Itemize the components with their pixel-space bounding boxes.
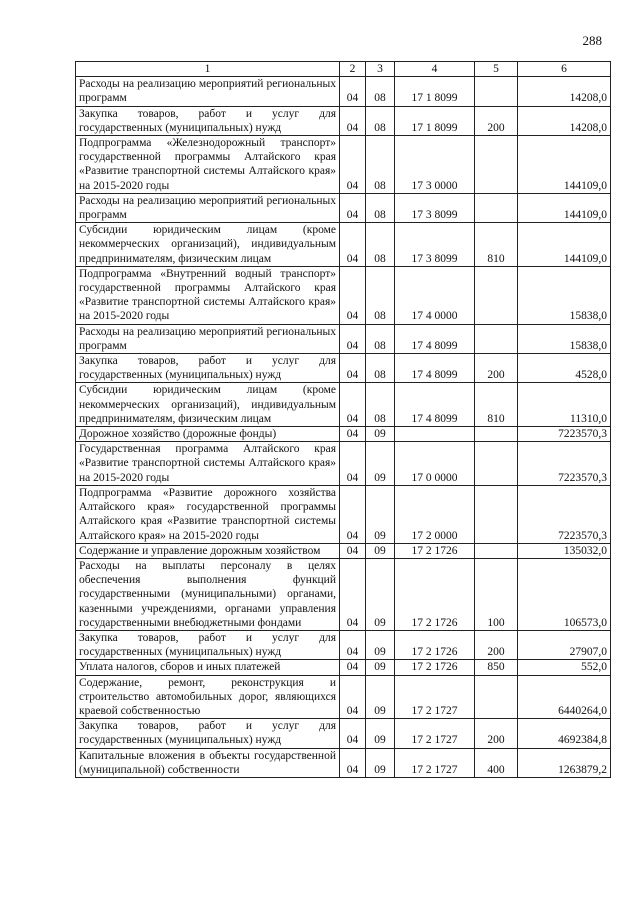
row-subsection-code: 08 [366,106,395,135]
row-amount: 4528,0 [518,354,611,383]
table-row [76,106,611,135]
row-expense-type-code [475,675,518,719]
row-amount: 1263879,2 [518,748,611,777]
row-description: Расходы на выплаты персоналу в целях обеспечения выполнения функций государственными (муниципальными) органами, казенными учреждениями, органами управления государственными внебюджетными фондами [76,558,340,630]
row-amount: 14208,0 [518,106,611,135]
row-description: Подпрограмма «Внутренний водный транспорт» государственной программы Алтайского края «Развитие транспортной системы Алтайского края» на 2015-2020 годы [76,266,340,324]
row-expense-type-code [475,77,518,106]
table-row [76,748,611,777]
row-section-code: 04 [340,383,366,427]
row-target-article-code: 17 2 1726 [395,543,475,558]
row-section-code: 04 [340,558,366,630]
row-description: Содержание и управление дорожным хозяйством [76,543,340,558]
table-row [76,136,611,194]
row-description: Уплата налогов, сборов и иных платежей [76,660,340,675]
budget-table [75,61,611,778]
row-subsection-code: 09 [366,748,395,777]
table-row [76,719,611,748]
table-row [76,266,611,324]
table-row [76,383,611,427]
row-target-article-code: 17 2 1726 [395,558,475,630]
row-subsection-code: 08 [366,324,395,353]
table-header-row [76,62,611,77]
row-target-article-code: 17 3 8099 [395,193,475,222]
row-section-code: 04 [340,485,366,543]
row-description: Дорожное хозяйство (дорожные фонды) [76,427,340,442]
row-amount: 6440264,0 [518,675,611,719]
row-description: Субсидии юридическим лицам (кроме некоммерческих организаций), индивидуальным предпринимателям, физическим лицам [76,223,340,267]
row-section-code: 04 [340,442,366,486]
table-row [76,427,611,442]
row-expense-type-code: 200 [475,106,518,135]
row-amount: 144109,0 [518,136,611,194]
row-subsection-code: 09 [366,719,395,748]
row-subsection-code: 09 [366,442,395,486]
row-subsection-code: 09 [366,485,395,543]
column-header: 5 [475,62,518,77]
row-section-code: 04 [340,77,366,106]
row-expense-type-code: 100 [475,558,518,630]
row-section-code: 04 [340,193,366,222]
row-amount: 552,0 [518,660,611,675]
row-target-article-code: 17 4 8099 [395,324,475,353]
row-amount: 135032,0 [518,543,611,558]
row-section-code: 04 [340,266,366,324]
row-expense-type-code [475,485,518,543]
row-description: Подпрограмма «Развитие дорожного хозяйства Алтайского края» государственной программы Алтайского края «Развитие транспортной системы Алтайского края» на 2015-2020 годы [76,485,340,543]
row-amount: 27907,0 [518,630,611,659]
row-amount: 7223570,3 [518,442,611,486]
row-description: Капитальные вложения в объекты государственной (муниципальной) собственности [76,748,340,777]
row-subsection-code: 09 [366,427,395,442]
row-description: Закупка товаров, работ и услуг для государственных (муниципальных) нужд [76,719,340,748]
row-amount: 106573,0 [518,558,611,630]
row-target-article-code: 17 3 0000 [395,136,475,194]
table-row [76,442,611,486]
row-target-article-code: 17 2 1727 [395,675,475,719]
row-section-code: 04 [340,223,366,267]
row-target-article-code: 17 0 0000 [395,442,475,486]
row-expense-type-code [475,543,518,558]
row-expense-type-code: 200 [475,354,518,383]
row-expense-type-code: 850 [475,660,518,675]
row-amount: 15838,0 [518,266,611,324]
row-subsection-code: 08 [366,266,395,324]
row-target-article-code [395,427,475,442]
row-expense-type-code [475,193,518,222]
row-section-code: 04 [340,136,366,194]
table-row [76,558,611,630]
row-amount: 14208,0 [518,77,611,106]
row-subsection-code: 08 [366,223,395,267]
row-description: Содержание, ремонт, реконструкция и строительство автомобильных дорог, являющихся краевой собственностью [76,675,340,719]
row-section-code: 04 [340,543,366,558]
row-amount: 4692384,8 [518,719,611,748]
table-row [76,485,611,543]
row-amount: 144109,0 [518,193,611,222]
row-description: Расходы на реализацию мероприятий региональных программ [76,77,340,106]
row-description: Расходы на реализацию мероприятий региональных программ [76,324,340,353]
table-row [76,324,611,353]
row-description: Государственная программа Алтайского края «Развитие транспортной системы Алтайского края» на 2015-2020 годы [76,442,340,486]
row-expense-type-code: 200 [475,630,518,659]
row-expense-type-code: 400 [475,748,518,777]
row-target-article-code: 17 1 8099 [395,106,475,135]
column-header: 3 [366,62,395,77]
row-description: Закупка товаров, работ и услуг для государственных (муниципальных) нужд [76,630,340,659]
row-section-code: 04 [340,748,366,777]
row-target-article-code: 17 4 8099 [395,354,475,383]
table-row [76,354,611,383]
row-target-article-code: 17 2 1726 [395,630,475,659]
row-section-code: 04 [340,719,366,748]
row-expense-type-code: 810 [475,223,518,267]
row-description: Расходы на реализацию мероприятий региональных программ [76,193,340,222]
row-target-article-code: 17 2 1727 [395,719,475,748]
row-expense-type-code [475,427,518,442]
column-header: 6 [518,62,611,77]
row-amount: 7223570,3 [518,485,611,543]
row-amount: 15838,0 [518,324,611,353]
row-subsection-code: 08 [366,136,395,194]
row-target-article-code: 17 4 8099 [395,383,475,427]
column-header: 4 [395,62,475,77]
row-subsection-code: 09 [366,660,395,675]
row-target-article-code: 17 2 1727 [395,748,475,777]
row-section-code: 04 [340,106,366,135]
row-description: Субсидии юридическим лицам (кроме некоммерческих организаций), индивидуальным предпринимателям, физическим лицам [76,383,340,427]
column-header: 2 [340,62,366,77]
row-expense-type-code [475,136,518,194]
row-section-code: 04 [340,354,366,383]
column-header: 1 [76,62,340,77]
row-section-code: 04 [340,660,366,675]
row-expense-type-code [475,442,518,486]
row-subsection-code: 09 [366,630,395,659]
row-description: Закупка товаров, работ и услуг для государственных (муниципальных) нужд [76,354,340,383]
row-expense-type-code: 200 [475,719,518,748]
row-expense-type-code: 810 [475,383,518,427]
row-section-code: 04 [340,427,366,442]
row-subsection-code: 09 [366,543,395,558]
row-amount: 7223570,3 [518,427,611,442]
row-amount: 144109,0 [518,223,611,267]
row-target-article-code: 17 3 8099 [395,223,475,267]
row-target-article-code: 17 1 8099 [395,77,475,106]
row-description: Закупка товаров, работ и услуг для государственных (муниципальных) нужд [76,106,340,135]
row-expense-type-code [475,266,518,324]
row-section-code: 04 [340,630,366,659]
row-expense-type-code [475,324,518,353]
row-subsection-code: 09 [366,675,395,719]
table-row [76,77,611,106]
row-description: Подпрограмма «Железнодорожный транспорт» государственной программы Алтайского края «Развитие транспортной системы Алтайского края» на 2015-2020 годы [76,136,340,194]
table-row [76,675,611,719]
table-row [76,223,611,267]
row-target-article-code: 17 2 0000 [395,485,475,543]
row-amount: 11310,0 [518,383,611,427]
page-number: 288 [582,33,602,48]
row-target-article-code: 17 4 0000 [395,266,475,324]
table-row [76,630,611,659]
row-subsection-code: 08 [366,354,395,383]
table-row [76,660,611,675]
table-row [76,193,611,222]
row-subsection-code: 09 [366,558,395,630]
row-section-code: 04 [340,675,366,719]
row-section-code: 04 [340,324,366,353]
row-subsection-code: 08 [366,193,395,222]
row-subsection-code: 08 [366,77,395,106]
table-row [76,543,611,558]
row-subsection-code: 08 [366,383,395,427]
row-target-article-code: 17 2 1726 [395,660,475,675]
